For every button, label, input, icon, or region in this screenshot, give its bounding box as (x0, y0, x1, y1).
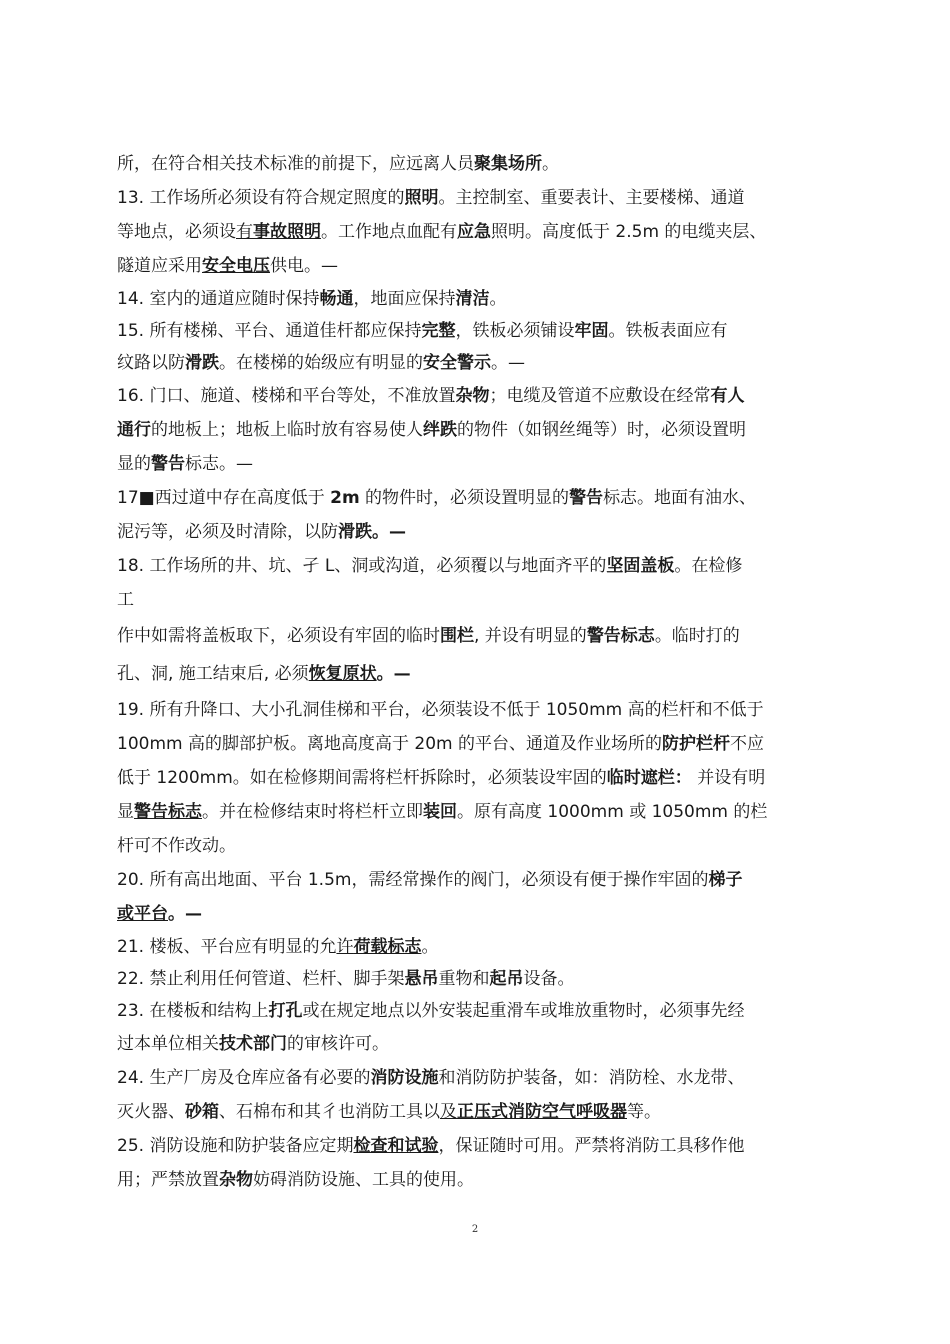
text-segment: 孔、洞, 施工结束后, 必须 (117, 664, 309, 684)
text-line (117, 147, 837, 181)
text-segment: 18. 工作场所的井、坑、孑 L、洞或沟道，必须覆以与地面齐平的 (117, 556, 607, 576)
text-segment: 梯子 (708, 870, 743, 890)
text-segment: 和消防防护装备，如：消防栓、水龙带、 (438, 1068, 745, 1088)
text-line (117, 249, 837, 283)
text-segment: 。并在检修结束时将栏杆立即 (202, 802, 423, 822)
text-segment: 25. 消防设施和防护装备应定期 (117, 1136, 354, 1156)
text-line (117, 761, 837, 795)
text-segment: 并设有明 (691, 768, 766, 788)
text-segment: 砂箱 (185, 1102, 219, 1122)
text-segment: 起吊 (489, 969, 524, 989)
text-segment: 、石棉布和其彳也消防工具以 (219, 1102, 440, 1122)
text-segment: ；电缆及管道不应敷设在经常 (489, 386, 711, 406)
text-segment: 2m (330, 488, 360, 508)
page-number: 2 (471, 1224, 479, 1235)
text-segment: 坚固盖板 (606, 556, 675, 576)
text-segment: 显 (117, 802, 134, 822)
text-segment: 15. 所有楼梯、平台、通道佳杆都应保持 (117, 321, 422, 341)
text-segment: 照明。高度低于 2.5m 的电缆夹层、 (491, 222, 767, 242)
body-text (117, 147, 837, 1197)
text-line (117, 549, 837, 583)
text-line (117, 347, 837, 379)
text-segment: 临时遮栏： (606, 768, 692, 788)
text-segment: 绊跌 (423, 420, 457, 440)
text-segment: 。 (489, 289, 507, 309)
text-line (117, 181, 837, 215)
text-segment: 牢固 (574, 321, 609, 341)
text-segment: 13. 工作场所必须设有符合规定照度的 (117, 188, 405, 208)
text-segment: 安全电压 (202, 256, 270, 276)
text-segment: 。 (421, 937, 439, 957)
text-segment: 设备。 (523, 969, 575, 989)
text-line (117, 379, 837, 413)
text-line (117, 1095, 837, 1129)
text-segment: 荷载标志 (353, 937, 422, 957)
text-line (117, 617, 837, 655)
text-segment: 应急 (457, 222, 491, 242)
text-segment: 的物件（如钢丝绳等）时，必须设置明 (457, 420, 746, 440)
text-segment: 工 (117, 590, 134, 610)
text-line (117, 447, 837, 481)
text-segment: 。工作地点血配有 (321, 222, 457, 242)
text-segment: 滑跌 (185, 353, 219, 373)
text-segment: 低于 1200mm。如在检修期间需将栏杆拆除时，必须装设牢固的 (117, 768, 607, 788)
text-segment: 。主控制室、重要表计、主要楼梯、通道 (438, 188, 745, 208)
text-line (117, 931, 837, 963)
text-segment: ，保证随时可用。严禁将消防工具移作他 (438, 1136, 745, 1156)
text-segment: 正压式消防空气呼吸器 (457, 1102, 627, 1122)
text-line (117, 1027, 837, 1061)
text-segment: 。在检修 (674, 556, 743, 576)
text-segment: 20. 所有高出地面、平台 1.5m，需经常操作的阀门，必须设有便于操作牢固的 (117, 870, 709, 890)
text-segment: 妨碍消防设施、工具的使用。 (253, 1170, 474, 1190)
text-segment: 完整 (421, 321, 456, 341)
text-segment: 警告标志 (134, 802, 202, 822)
text-line (117, 1163, 837, 1197)
text-line (117, 963, 837, 995)
text-segment: 。 (542, 154, 559, 174)
text-segment: 供电。— (270, 256, 338, 276)
text-segment: 泥污等，必须及时清除，以防 (117, 522, 338, 542)
text-segment: 有 (236, 222, 253, 242)
text-segment: 显的 (117, 454, 151, 474)
text-segment: 不应 (729, 734, 764, 754)
text-segment: 16. 门口、施道、楼梯和平台等处，不准放置 (117, 386, 456, 406)
text-segment: 安全警示 (423, 353, 491, 373)
text-line (117, 481, 837, 515)
text-line (117, 1129, 837, 1163)
text-segment: ，铁板必须铺设 (455, 321, 575, 341)
text-line (117, 863, 837, 897)
text-segment: 悬吊 (404, 969, 439, 989)
text-segment: 警告 (151, 454, 185, 474)
text-segment: 。铁板表面应有 (608, 321, 728, 341)
text-segment: 聚集场所 (474, 154, 542, 174)
text-line (117, 583, 837, 617)
text-line (117, 727, 837, 761)
text-segment: 杂物 (219, 1170, 253, 1190)
text-segment: 21. 楼板、平台应有明显的允 (117, 937, 337, 957)
text-segment: 所，在符合相关技术标准的前提下，应远离人员 (117, 154, 474, 174)
text-segment: 照明 (404, 188, 439, 208)
text-segment: 14. 室内的通道应随时保持 (117, 289, 320, 309)
text-segment: 100mm 高的脚部护板。离地高度高于 20m 的平台、通道及作业场所的 (117, 734, 662, 754)
text-segment: 。临时打的 (654, 626, 740, 646)
text-segment: 打孔 (268, 1001, 303, 1021)
text-segment: 等地点，必须设 (117, 222, 236, 242)
text-line (117, 995, 837, 1027)
text-segment: 灭火器、 (117, 1102, 185, 1122)
text-segment: 恢复原状 (308, 664, 377, 684)
text-segment: 标志。地面有油水、 (603, 488, 757, 508)
text-segment: 通行 (117, 420, 151, 440)
text-segment: 畅通 (319, 289, 354, 309)
text-line (117, 897, 837, 931)
text-segment: 消防设施 (370, 1068, 439, 1088)
text-segment: 滑跌。— (338, 522, 406, 542)
text-segment: 。原有高度 1000mm 或 1050mm 的栏 (457, 802, 768, 822)
text-segment: 技术部门 (219, 1034, 287, 1054)
text-line (117, 283, 837, 315)
text-segment: 装回 (423, 802, 457, 822)
text-segment: 22. 禁止利用任何管道、栏杆、脚手架 (117, 969, 405, 989)
text-segment: 杆可不作改动。 (117, 836, 236, 856)
text-segment: 隧道应采用 (117, 256, 202, 276)
text-segment: 。— (491, 353, 525, 373)
text-segment: 围栏 (440, 626, 474, 646)
text-segment: 纹路以防 (117, 353, 185, 373)
text-segment: 19. 所有升降口、大小孔洞佳梯和平台，必须装设不低于 1050mm 高的栏杆和不低于 (117, 700, 764, 720)
text-segment: 许 (336, 937, 354, 957)
text-segment: 。在楼梯的始级应有明显的 (219, 353, 423, 373)
text-segment: 用；严禁放置 (117, 1170, 219, 1190)
text-segment: 事故照明 (253, 222, 321, 242)
text-segment: 17■西过道中存在高度低于 (117, 488, 331, 508)
text-line (117, 215, 837, 249)
text-segment: 等。 (627, 1102, 661, 1122)
text-segment: 及 (440, 1102, 457, 1122)
text-segment: 清洁 (455, 289, 490, 309)
text-segment: 过本单位相关 (117, 1034, 219, 1054)
text-line (117, 413, 837, 447)
text-segment: 防护栏杆 (661, 734, 730, 754)
text-line (117, 315, 837, 347)
text-line (117, 515, 837, 549)
text-segment: 重物和 (438, 969, 490, 989)
text-segment: 检查和试验 (353, 1136, 439, 1156)
text-segment: 的地板上；地板上临时放有容易使人 (151, 420, 423, 440)
text-segment: 23. 在楼板和结构上 (117, 1001, 269, 1021)
text-segment: 24. 生产厂房及仓库应备有必要的 (117, 1068, 371, 1088)
text-segment: 标志。— (185, 454, 253, 474)
text-segment: 杂物 (455, 386, 490, 406)
text-segment: 警告标志 (586, 626, 655, 646)
text-segment: 的审核许可。 (287, 1034, 389, 1054)
text-line (117, 655, 837, 693)
text-segment: 。— (376, 664, 411, 684)
text-segment: ，地面应保持 (353, 289, 456, 309)
text-segment: 。— (168, 904, 202, 924)
text-segment: 或平台 (117, 904, 168, 924)
text-segment: , 并设有明显的 (474, 626, 587, 646)
text-segment: 的物件时，必须设置明显的 (359, 488, 570, 508)
text-line (117, 1061, 837, 1095)
text-segment: 或在规定地点以外安装起重滑车或堆放重物时，必须事先经 (302, 1001, 745, 1021)
text-line (117, 829, 837, 863)
text-segment: 警告 (569, 488, 604, 508)
text-segment: 有人 (710, 386, 745, 406)
text-line (117, 693, 837, 727)
text-line (117, 795, 837, 829)
text-segment: 作中如需将盖板取下，必须设有牢固的临时 (117, 626, 440, 646)
